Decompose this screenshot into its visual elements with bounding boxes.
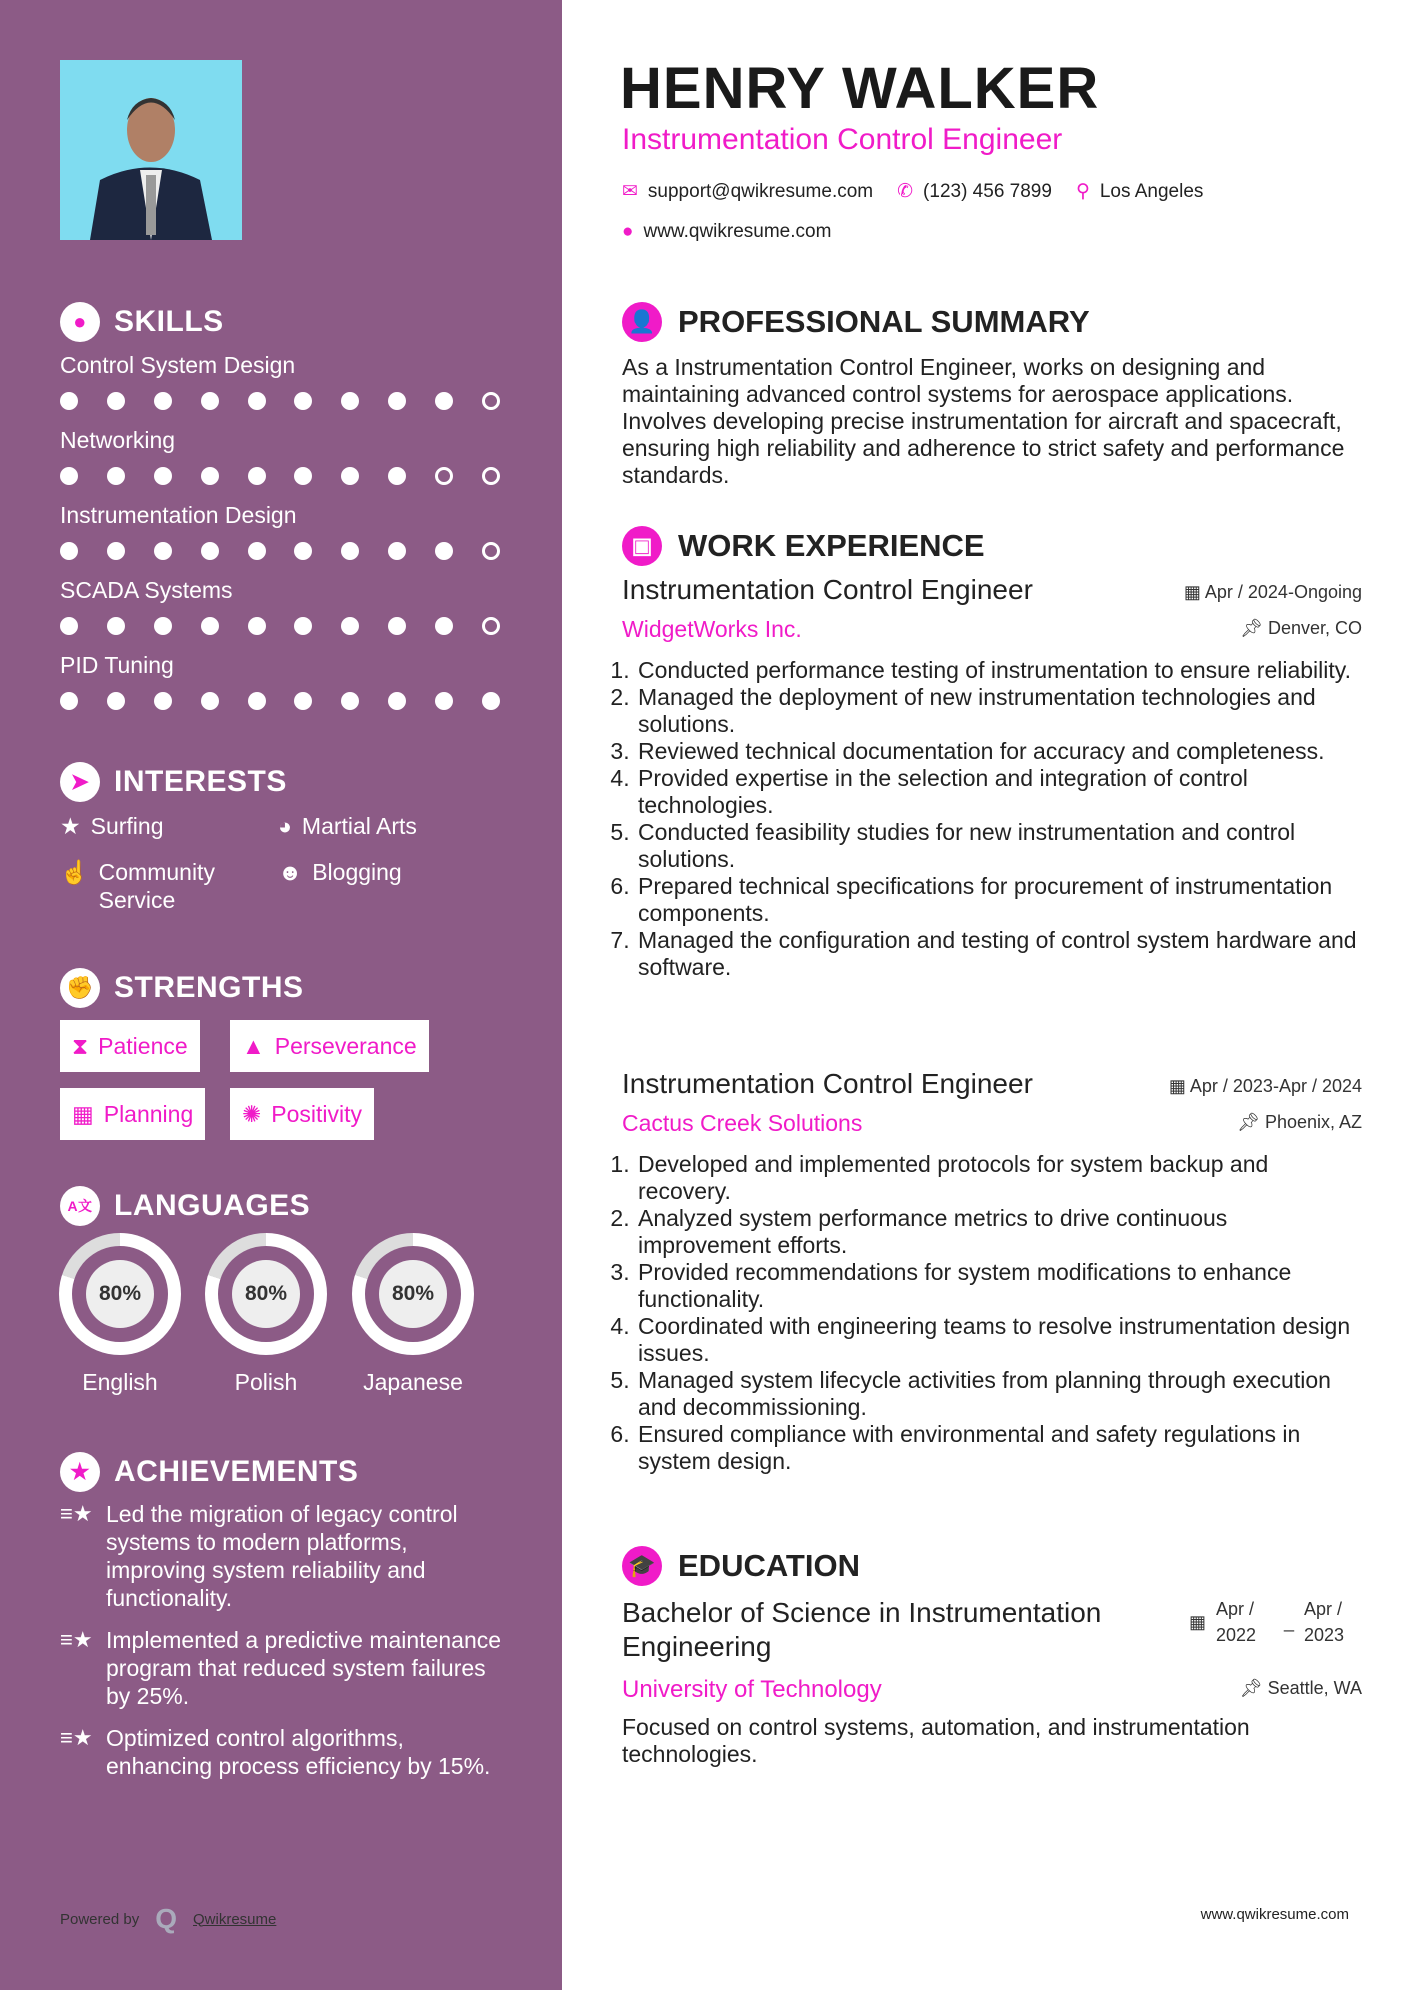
job-dates: ▦ Apr / 2023-Apr / 2024 [1168, 1076, 1362, 1096]
company-name: WidgetWorks Inc. [622, 616, 802, 642]
globe-icon: ◕ [278, 813, 292, 839]
rating-dot [154, 467, 172, 485]
skill-rating [60, 392, 500, 410]
achievement-item: ≡★ Optimized control algorithms, enhancing process efficiency by 15%. [60, 1725, 491, 1779]
job-bullet: 4. Provided expertise in the selection and integration of control technologies. [636, 765, 1362, 819]
skill-rating [60, 692, 500, 710]
job-bullet: 5. Managed system lifecycle activities from planning through execution and decommissioning. [636, 1367, 1362, 1421]
rating-dot [107, 467, 125, 485]
graduate-icon: 🎓 [622, 1546, 662, 1586]
rating-dot [294, 542, 312, 560]
skill-item [60, 502, 510, 560]
skills-heading: ● SKILLS [60, 302, 224, 342]
powered-by: Powered by Q Qwikresume [60, 1903, 277, 1934]
phone-icon: ✆ [897, 181, 914, 202]
job-title: Instrumentation Control Engineer [622, 1068, 1033, 1099]
road-icon: ▲ [242, 1032, 265, 1059]
summary-heading: 👤 PROFESSIONAL SUMMARY [622, 302, 1090, 342]
skill-item [60, 577, 510, 635]
rating-dot [248, 542, 266, 560]
shooting-star-icon: ≡★ [60, 1627, 93, 1652]
job-bullet: 6. Prepared technical specifications for procurement of instrumentation components. [636, 873, 1362, 927]
fist-icon: ✊ [60, 968, 100, 1008]
pushpin-icon: 📌︎ [1239, 1678, 1263, 1698]
rating-dot [341, 467, 359, 485]
skill-name: Instrumentation Design [60, 502, 297, 528]
job-bullets [603, 1151, 1362, 1475]
rating-dot [294, 692, 312, 710]
skill-item [60, 652, 510, 710]
language-ring: 80% [205, 1233, 327, 1355]
school-name: University of Technology [622, 1676, 882, 1703]
job-bullet: 6. Ensured compliance with environmental and safety regulations in system design. [636, 1421, 1362, 1475]
rating-dot [154, 392, 172, 410]
pushpin-icon: 📌︎ [1240, 618, 1263, 638]
phone-text: (123) 456 7899 [923, 180, 1052, 202]
translate-icon: A文 [60, 1186, 100, 1226]
rating-dot [294, 467, 312, 485]
qwikresume-link[interactable]: Qwikresume [193, 1910, 277, 1928]
rating-dot [248, 692, 266, 710]
skill-item [60, 352, 510, 410]
skill-name: Control System Design [60, 352, 296, 378]
languages-heading: A文 LANGUAGES [60, 1186, 310, 1226]
rating-dot [294, 392, 312, 410]
envelope-icon: ✉ [622, 181, 638, 202]
job-bullets [603, 657, 1362, 981]
shooting-star-icon: ★ [60, 1452, 100, 1492]
rating-dot [482, 392, 500, 410]
summary-text: As a Instrumentation Control Engineer, works on designing and maintaining advanced control systems for aerospace applications. Involves developing precise instrumentation for aircraft and spacecraft, ensuring high reliability and adherence to strict safety and performance standards. [622, 354, 1345, 488]
job-bullet: 3. Reviewed technical documentation for accuracy and completeness. [636, 738, 1362, 765]
interest-item: ★ Surfing [60, 813, 164, 839]
skill-item [60, 427, 510, 485]
users-icon: ☻ [278, 859, 303, 885]
job-entry [622, 1068, 1362, 1475]
shooting-star-icon: ≡★ [60, 1725, 93, 1750]
pushpin-icon: 📌︎ [1237, 1112, 1260, 1132]
education-dates: ▦ Apr / 2022 _ Apr / 2023 [1188, 1599, 1345, 1645]
rating-dot [482, 467, 500, 485]
language-polish: 80% Polish [205, 1233, 327, 1396]
rating-dot [388, 392, 406, 410]
job-bullet: 5. Conducted feasibility studies for new instrumentation and control solutions. [636, 819, 1362, 873]
user-icon: 👤 [622, 302, 662, 342]
footer-url[interactable]: www.qwikresume.com [1200, 1906, 1349, 1923]
rating-dot [435, 392, 453, 410]
education-location: 📌︎ Seattle, WA [1239, 1678, 1362, 1698]
rating-dot [388, 692, 406, 710]
skill-name: Networking [60, 427, 176, 453]
achievements-heading: ★ ACHIEVEMENTS [60, 1452, 358, 1492]
job-bullet: 3. Provided recommendations for system modifications to enhance functionality. [636, 1259, 1362, 1313]
rating-dot [201, 692, 219, 710]
rating-dot [60, 692, 78, 710]
rating-dot [341, 692, 359, 710]
skill-rating [60, 467, 500, 485]
skill-rating [60, 542, 500, 560]
rating-dot [248, 467, 266, 485]
strength-chip: ⧗ Patience [60, 1020, 200, 1072]
location-text: Los Angeles [1099, 180, 1204, 202]
job-bullet: 2. Analyzed system performance metrics to drive continuous improvement efforts. [636, 1205, 1362, 1259]
rating-dot [107, 542, 125, 560]
language-ring: 80% [59, 1233, 181, 1355]
hourglass-icon: ⧗ [72, 1032, 89, 1059]
company-name: Cactus Creek Solutions [622, 1110, 863, 1136]
candidate-name: HENRY WALKER [620, 56, 1100, 121]
rating-dot [154, 692, 172, 710]
sun-icon: ✺ [242, 1100, 262, 1127]
globe-icon: ● [622, 221, 634, 242]
rating-dot [482, 692, 500, 710]
rating-dot [248, 617, 266, 635]
language-ring: 80% [352, 1233, 474, 1355]
rating-dot [201, 392, 219, 410]
rating-dot [388, 617, 406, 635]
rating-dot [388, 542, 406, 560]
rating-dot [154, 617, 172, 635]
experience-heading: ▣ WORK EXPERIENCE [622, 526, 985, 566]
profile-photo [60, 60, 242, 240]
paper-plane-icon: ➤ [60, 762, 100, 802]
rating-dot [201, 542, 219, 560]
skill-rating [60, 617, 500, 635]
job-title: Instrumentation Control Engineer [622, 574, 1033, 605]
contact-row [622, 180, 1203, 203]
job-bullet: 1. Developed and implemented protocols for system backup and recovery. [636, 1151, 1362, 1205]
job-title: Instrumentation Control Engineer [622, 123, 1063, 156]
map-pin-icon: ⚲ [1075, 181, 1090, 202]
rating-dot [60, 542, 78, 560]
job-location: 📌︎ Phoenix, AZ [1237, 1112, 1362, 1132]
calendar-icon: ▦ [1168, 1076, 1186, 1096]
rating-dot [341, 392, 359, 410]
rating-dot [341, 617, 359, 635]
rating-dot [482, 617, 500, 635]
education-description: Focused on control systems, automation, and instrumentation technologies. [622, 1714, 1250, 1767]
strength-chip: ✺ Positivity [230, 1088, 374, 1140]
job-bullet: 4. Coordinated with engineering teams to resolve instrumentation design issues. [636, 1313, 1362, 1367]
job-location: 📌︎ Denver, CO [1240, 618, 1362, 638]
rating-dot [107, 692, 125, 710]
language-english: 80% English [59, 1233, 181, 1396]
interest-item: ☻ Blogging [278, 859, 402, 885]
achievement-item: ≡★ Implemented a predictive maintenance program that reduced system failures by 25%. [60, 1627, 502, 1709]
email-link[interactable]: support@qwikresume.com [647, 180, 874, 202]
degree: Bachelor of Science in Instrumentation Engineering [622, 1597, 1102, 1662]
achievement-item: ≡★ Led the migration of legacy control systems to modern platforms, improving system reliability and functionality. [60, 1501, 458, 1611]
interests-heading: ➤ INTERESTS [60, 762, 287, 802]
rating-dot [201, 617, 219, 635]
job-entry [622, 574, 1362, 981]
shooting-star-icon: ≡★ [60, 1501, 93, 1526]
skill-name: PID Tuning [60, 652, 174, 678]
skill-name: SCADA Systems [60, 577, 233, 603]
hand-icon: ☝ [60, 859, 89, 885]
calendar-icon: ▦ [72, 1100, 94, 1127]
sidebar [0, 0, 562, 1990]
strength-chip: ▲ Perseverance [230, 1020, 429, 1072]
star-icon: ★ [60, 813, 81, 839]
calendar-icon: ▦ [1188, 1612, 1206, 1632]
rating-dot [341, 542, 359, 560]
job-bullet: 2. Managed the deployment of new instrumentation technologies and solutions. [636, 684, 1362, 738]
rating-dot [107, 617, 125, 635]
lightbulb-icon: ● [60, 302, 100, 342]
rating-dot [435, 617, 453, 635]
rating-dot [482, 542, 500, 560]
rating-dot [388, 467, 406, 485]
website-row [622, 221, 831, 243]
rating-dot [60, 392, 78, 410]
job-bullet: 7. Managed the configuration and testing of control system hardware and software. [636, 927, 1362, 981]
briefcase-icon: ▣ [622, 526, 662, 566]
language-japanese: 80% Japanese [352, 1233, 474, 1396]
rating-dot [60, 467, 78, 485]
rating-dot [107, 392, 125, 410]
education-entry [622, 1596, 1362, 1768]
website-link[interactable]: www.qwikresume.com [643, 221, 832, 242]
rating-dot [154, 542, 172, 560]
rating-dot [201, 467, 219, 485]
interest-item: ☝ Community Service [60, 859, 215, 913]
rating-dot [60, 617, 78, 635]
education-heading: 🎓 EDUCATION [622, 1546, 860, 1586]
qwikresume-logo-icon: Q [155, 1903, 177, 1934]
interest-item: ◕ Martial Arts [278, 813, 417, 839]
calendar-icon: ▦ [1183, 582, 1201, 602]
job-bullet: 1. Conducted performance testing of instrumentation to ensure reliability. [636, 657, 1362, 684]
rating-dot [294, 617, 312, 635]
rating-dot [248, 392, 266, 410]
rating-dot [435, 692, 453, 710]
rating-dot [435, 467, 453, 485]
strengths-heading: ✊ STRENGTHS [60, 968, 304, 1008]
job-dates: ▦ Apr / 2024-Ongoing [1183, 582, 1362, 602]
rating-dot [435, 542, 453, 560]
strength-chip: ▦ Planning [60, 1088, 205, 1140]
